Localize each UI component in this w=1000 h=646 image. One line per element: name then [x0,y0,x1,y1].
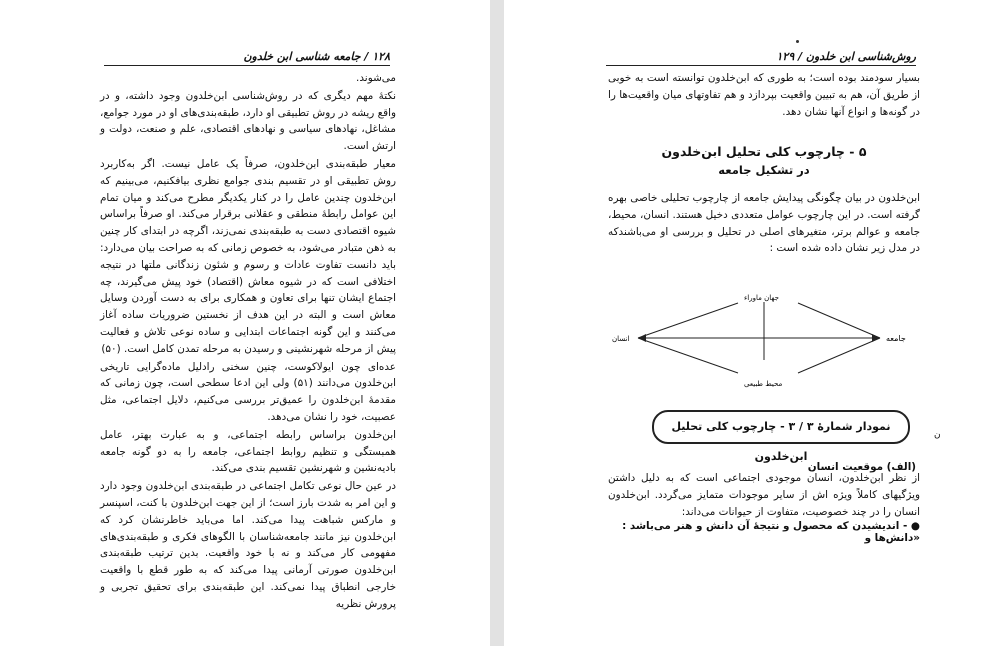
sub-paragraph: از نظر ابن‌خلدون، انسان موجودی اجتماعی است که به دلیل داشتن ویژگیهای کاملاً ویژه اش از سایر موجودات متمایز می‌گردد. ابن‌خلدون انسان را در چند خصوصیت، متفاوت از حیوانات می‌داند: [608,472,920,518]
framework-diagram [612,290,918,400]
right-running-header: روش‌شناسی ابن خلدون / ۱۲۹ [606,50,916,66]
book-gutter [490,0,504,646]
left-paragraph-4: عده‌ای چون ایولاکوست، چنین سخنی رادلیل ماده‌گرایی تاریخی ابن‌خلدون می‌دانند (۵۱) ولی این ادعا سطحی است، چون زمانی که مقدمهٔ ابن‌خلدون را عمیق‌تر بررسی می‌کنیم، دلایل اجتماعی، مثل عصبیت، خود را نشان می‌دهد. [100,360,396,423]
left-text-column [100,70,396,614]
diagram-label-human: انسان [612,335,630,343]
left-paragraph-1: می‌شوند. [356,72,396,84]
speck [796,40,799,43]
diagram-caption: نمودار شمارهٔ ۳ / ۳ - چارچوب کلی تحلیل ابن‌خلدون [652,410,910,444]
section-title: ۵ - چارچوب کلی تحلیل ابن‌خلدون [661,144,867,159]
diagram-label-society: جامعه [886,334,906,343]
subheading-human-position: (الف) موقعیت انسان [807,461,916,473]
right-page [504,0,1000,646]
left-paragraph-6: در عین حال نوعی تکامل اجتماعی در طبقه‌بندی ابن‌خلدون وجود دارد و این امر به شدت بارز است؛ از این جهت ابن‌خلدون با کنت، اسپنسر و مارکس شباهت پیدا می‌کند. اما می‌باید خاطرنشان کرد که ابن‌خلدون نیز مانند جامعه‌شناسان با الگوهای فکری و طبقه‌بندی‌های مفهومی کار می‌کند و نه با خود واقعیت. بدین ترتیب طبقه‌بندی ابن‌خلدون صورتی آرمانی پیدا می‌کند که به طور قطع با واقعیت خارجی انطباق پیدا نمی‌کند. این طبقه‌بندی برای تحقیق تجربی و پرورش نظریه [100,480,396,610]
section-subtitle: در تشکیل جامعه [718,163,810,177]
margin-mark: ن [934,430,941,440]
right-intro-paragraph: بسیار سودمند بوده است؛ به طوری که ابن‌خلدون توانسته است به خوبی از طریق آن، هم به تبیین واقعیت بپردازد و هم تفاوتهای میان واقعیت‌ها را در گونه‌ها و انواع آنها نشان دهد. [608,72,920,118]
left-paragraph-2: نکتهٔ مهم دیگری که در روش‌شناسی ابن‌خلدون وجود داشته، و در واقع ریشه در روش تطبیقی او دارد، طبقه‌بندی‌های او در مورد جوامع، مشاغل، نهادهای سیاسی و نهادهای اقتصادی، علم و صنعت، دولت و ارتش است. [100,89,396,153]
diagram-label-beyond: جهان ماوراء [744,294,779,302]
bullet-text: - اندیشیدن که محصول و نتیجهٔ آن دانش و هنر می‌باشد : «دانش‌ها و [622,520,920,544]
diagram-label-nature: محیط طبیعی [744,380,783,388]
bullet-point [608,520,920,544]
left-running-header: ۱۲۸ / جامعه شناسی ابن خلدون [104,50,390,66]
bullet-icon: ● [910,520,920,532]
section-paragraph: ابن‌خلدون در بیان چگونگی پیدایش جامعه از چارچوب تحلیلی خاصی بهره گرفته است. در این چارچوب عوامل متعددی دخیل هستند. انسان، محیط، جامعه و عوالم برتر، متغیرهای اصلی در تحلیل و بررسی او می‌باشندکه در مدل زیر نشان داده شده است : [608,192,920,255]
left-page [0,0,490,646]
left-paragraph-3: معیار طبقه‌بندی ابن‌خلدون، صرفاً یک عامل نیست. اگر به‌کاربرد روش تطبیقی او در تقسیم بندی جوامع نظری بیافکنیم، می‌بینیم که ابن‌خلدون چندین عامل را در کنار یکدیگر مطرح می‌کند و میان تمام این عوامل رابطهٔ منطقی و عقلانی برقرار می‌کند. او صرفاً براساس شیوه اقتصادی دست به طبقه‌بندی نمی‌زند، اگرچه در ابتدای کار چنین به ذهن متبادر می‌شود، به خصوص زمانی که به صراحت بیان می‌دارد: باید دانست تفاوت عادات و رسوم و شئون زندگانی ملتها در نتیجه اختلافی است که در شیوه معاش (اقتصاد) خود پیش می‌گیرند، چه اجتماع ایشان تنها برای تعاون و همکاری برای به دست آوردن وسایل معاش است و البته در این هدف از نخستین ضروریات ساده آغاز می‌کنند و این گونه اجتماعات ابتدایی و ساده نوعی تلاش و فعالیت پیش از مرحله شهرنشینی و رسیدن به مرحله تمدن کامل است. (۵۰) [100,157,396,355]
left-paragraph-5: ابن‌خلدون براساس رابطه اجتماعی، و به عبارت بهتر، عامل همبستگی و تنظیم روابط اجتماعی، جامعه را به دو گونه جامعه بادیه‌نشین و شهرنشین تقسیم بندی می‌کند. [100,428,396,475]
